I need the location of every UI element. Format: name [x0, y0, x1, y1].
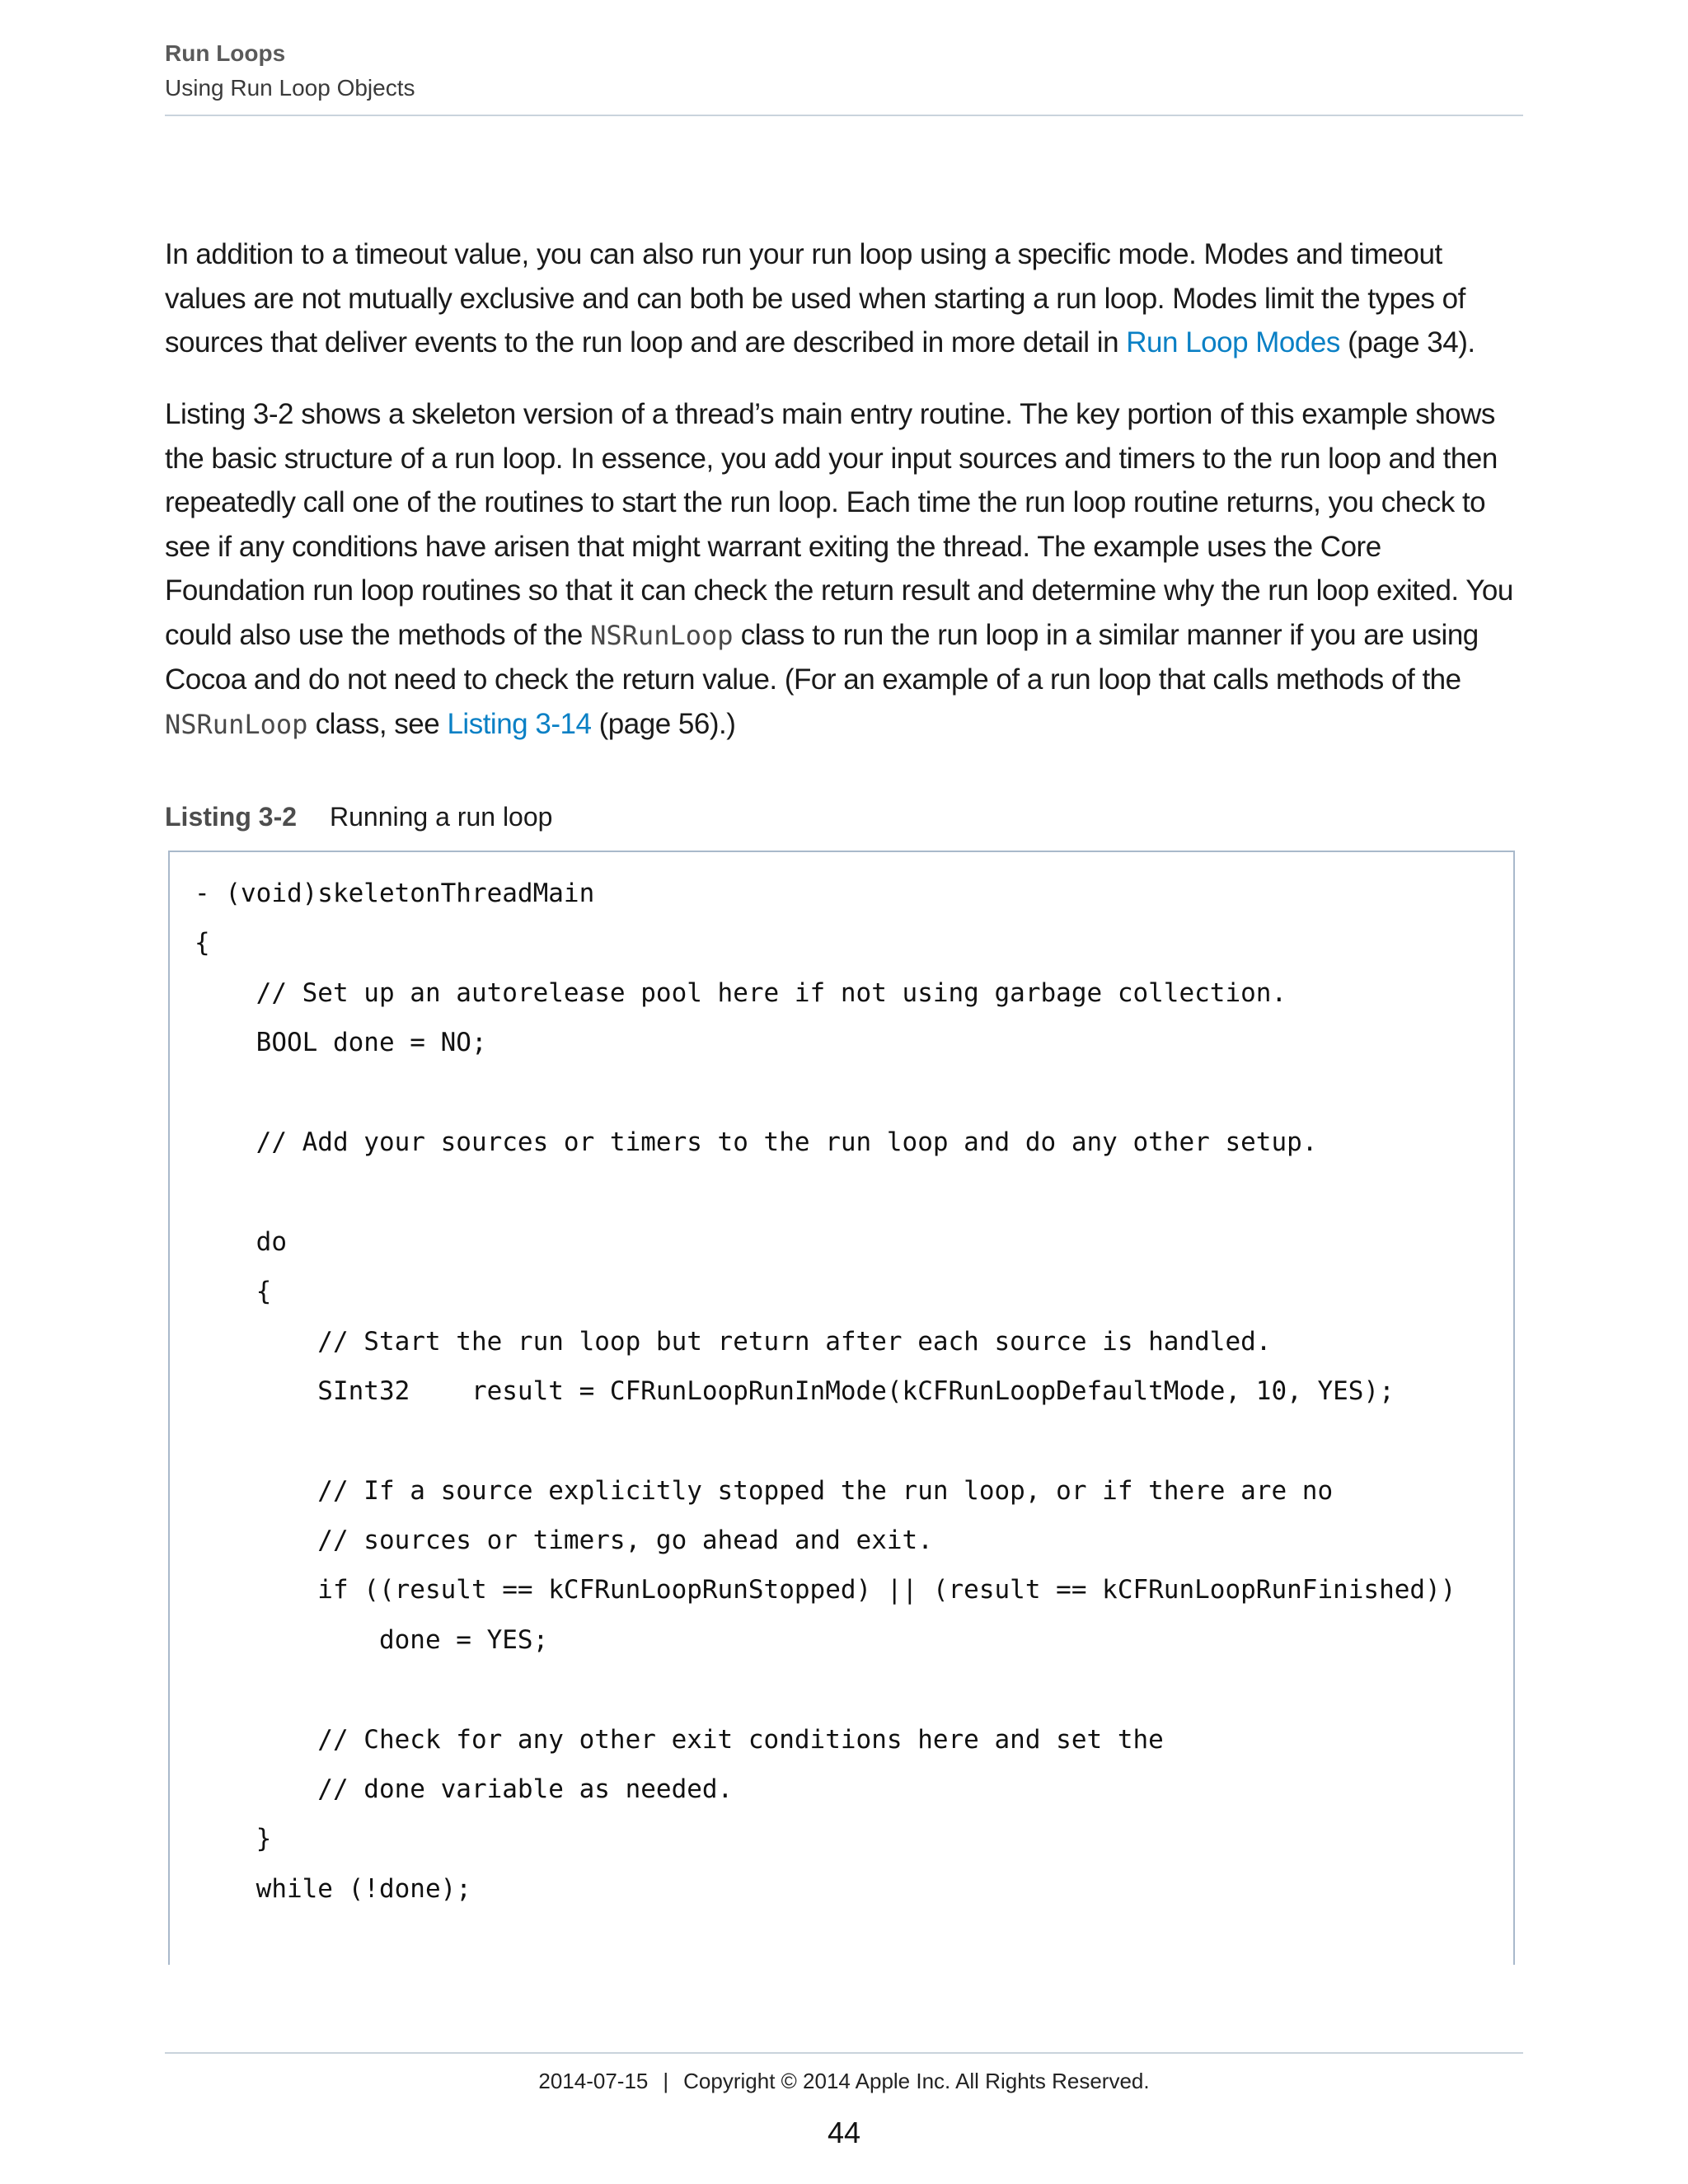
listing-label: Listing 3-2	[165, 802, 298, 832]
code-line: SInt32 result = CFRunLoopRunInMode(kCFRunLoopDefaultMode, 10, YES);	[195, 1376, 1395, 1406]
code-line: // If a source explicitly stopped the run loop, or if there are no	[195, 1475, 1334, 1506]
code-line: if ((result == kCFRunLoopRunStopped) || (result == kCFRunLoopRunFinished))	[195, 1575, 1456, 1605]
chapter-title: Run Loops	[165, 40, 286, 66]
link-listing-3-14[interactable]: Listing 3-14	[447, 707, 592, 740]
inline-code: NSRunLoop	[590, 619, 734, 651]
inline-code: NSRunLoop	[165, 708, 308, 740]
header-divider	[165, 115, 1523, 116]
code-line: // Start the run loop but return after each source is handled.	[195, 1326, 1272, 1357]
code-line	[195, 1665, 1456, 1714]
code-line: while (!done);	[195, 1873, 471, 1904]
code-line: // sources or timers, go ahead and exit.	[195, 1526, 933, 1556]
paragraph-text: Listing 3-2 shows a skeleton version of a thread’s main entry routine. The key portion of this example shows the basic structure of a run loop. In essence, you add your input sources and timers to the run loop and then repeatedly call one of the routines to start the run loop. Each time the run loop routine returns, you check to see if any conditions have arisen that might warrant exiting the thread. The example uses the Core Foundation run loop routines so that it can check the return result and determine why the run loop exited. You could also use the methods of the	[165, 398, 1513, 651]
code-listing	[168, 851, 1515, 1965]
section-title: Using Run Loop Objects	[165, 75, 415, 101]
code-line	[195, 1167, 1456, 1216]
footer-date: 2014-07-15	[538, 2069, 649, 2093]
footer-copyright: Copyright © 2014 Apple Inc. All Rights Reserved.	[683, 2069, 1150, 2093]
code-line: do	[195, 1226, 287, 1257]
code-line	[195, 1416, 1456, 1465]
paragraph-text: class, see	[307, 707, 448, 740]
code-line: BOOL done = NO;	[195, 1028, 487, 1058]
paragraph-text: class to run the run loop in a similar manner if you are using Cocoa and do not need to check the return value. (For an example of a run loop that calls methods of the	[165, 618, 1479, 696]
page-number: 44	[827, 2116, 861, 2149]
footer-separator: |	[663, 2069, 669, 2093]
paragraph-text: (page 56).)	[591, 707, 736, 740]
footer-divider	[165, 2052, 1523, 2054]
code-line: // Add your sources or timers to the run loop and do any other setup.	[195, 1127, 1318, 1157]
code-line: // Check for any other exit conditions here and set the	[195, 1724, 1164, 1755]
code-line	[195, 1068, 1456, 1118]
code-line: // Set up an autorelease pool here if not using garbage collection.	[195, 977, 1287, 1008]
paragraph-modes	[165, 232, 1523, 365]
paragraph-text: In addition to a timeout value, you can also run your run loop using a specific mode. Modes and timeout values are not mutually exclusive and can both be used when starting a run loop. Modes limit the types of sources that deliver events to the run loop and are described in more detail in	[165, 238, 1465, 359]
listing-title: Running a run loop	[330, 802, 553, 832]
paragraph-text: (page 34).	[1339, 326, 1475, 359]
listing-caption	[165, 798, 552, 836]
page-header	[165, 36, 1523, 105]
paragraph-listing-intro	[165, 392, 1523, 747]
code-line: // done variable as needed.	[195, 1774, 734, 1805]
code-line: done = YES;	[195, 1624, 549, 1655]
code-line: {	[195, 928, 210, 958]
page-footer	[0, 2064, 1688, 2097]
link-run-loop-modes[interactable]: Run Loop Modes	[1126, 326, 1340, 359]
code-line: }	[195, 1824, 272, 1854]
code-lines	[195, 869, 1456, 1914]
code-line: - (void)skeletonThreadMain	[195, 879, 595, 908]
code-line: {	[195, 1277, 272, 1307]
